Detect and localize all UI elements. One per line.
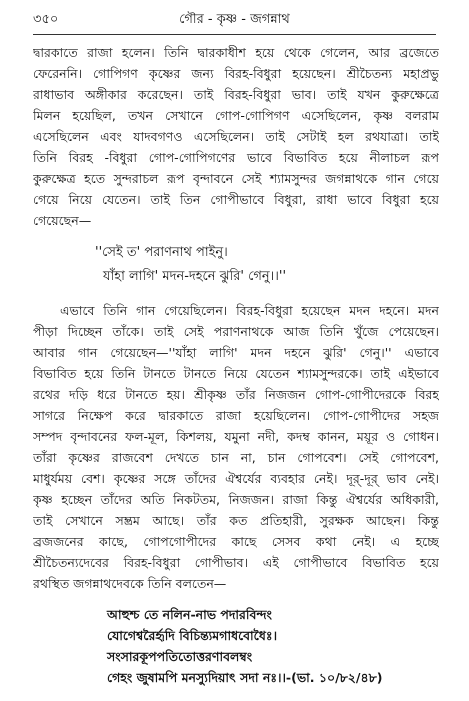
sanskrit-verse-line: আহুশ্চ তে নলিন-নাভ পদারবিন্দং (107, 607, 272, 622)
paragraph-2-line: সাগরে নিক্ষেপ করে দ্বারকাতে রাজা হয়েছিলেন। গোপ-গোপীদের সহজ (33, 408, 439, 423)
paragraph-2-line: আবার গান গেয়েছেন—''যাঁহা লাগি' মদন দহনে ঝুরি' গেনু।'' এভাবে (33, 345, 439, 360)
paragraph-2-line: মাধুর্যময় বেশ। কৃষ্ণের সঙ্গে তাঁদের ঐশ্বর্যের ব্যবহার নেই। দূর্-দূর্ ভাব নেই। (33, 471, 439, 486)
paragraph-2-line: তাই সেখানে সম্ভ্রম আছে। তাঁর কত প্রতিহারী, সুরক্ষক আছেন। কিন্তু (33, 513, 439, 528)
paragraph-2-line: সম্পদ বৃন্দাবনের ফল-মূল, কিশলয়, যমুনা নদী, কদম্ব কানন, ময়ূর ও গোধন। (33, 429, 439, 444)
running-title: গৌর - কৃষ্ণ - জগন্নাথ (179, 12, 290, 27)
paragraph-1-line: ফেরেননি। গোপিগণ কৃষ্ণের জন্য বিরহ-বিধুরা হয়েছেন। শ্রীচৈতন্য মহাপ্রভু (33, 66, 439, 81)
paragraph-2-line: বিভাবিত হয়ে তিনি টানতে টানতে নিয়ে যেতেন শ্যামসুন্দরকে। তাই এইভাবে (33, 366, 439, 381)
sanskrit-verse-line: সংসারকূপপতিতোত্তরণাবলম্বং (107, 649, 253, 664)
sanskrit-verse-line: গেহং জুষামপি মনস্যুদিয়াৎ সদা নঃ।।-(ভা. ১০/৮২/৪৮) (107, 670, 383, 685)
paragraph-1-line: গেয়েছেন— (33, 213, 92, 228)
paragraph-2-line: রথের দড়ি ধরে টানতে হয়। শ্রীকৃষ্ণ তাঁর নিজজন গোপ-গোপীদেরকে বিরহ (33, 387, 439, 402)
paragraph-2-line: ব্রজজনের কাছে, গোপগোপীদের কাছে সেসব কথা নেই। এ হচ্ছে (33, 534, 439, 549)
page-number: ৩৫০ (33, 12, 59, 27)
paragraph-1-line: দ্বারকাতে রাজা হলেন। তিনি দ্বারকাধীশ হয়ে থেকে গেলেন, আর ব্রজেতে (33, 45, 439, 60)
paragraph-1-line: এসেছিলেন এবং যাদবগণও এসেছিলেন। তাই সেটাই হল রথযাত্রা। তাই (33, 129, 439, 144)
paragraph-2-line: রথস্থিত জগন্নাথদেবকে তিনি বলতেন— (33, 576, 227, 591)
paragraph-1-line: গেয়ে নিয়ে যেতেন। তাই তিন গোপীভাবে বিধুরা, রাধা ভাবে বিধুরা হয়ে (33, 192, 439, 207)
verse-line: ''সেই ত' পরাণনাথ পাইনু। (95, 245, 228, 260)
paragraph-1-line: রাধাভাব অঙ্গীকার করেছেন। তাই বিরহ-বিধুরা ভাব। তাই যখন কুরুক্ষেত্রে (33, 87, 439, 102)
paragraph-2-line: শ্রীচৈতন্যদেবের বিরহ-বিধুরা গোপীভাব। এই গোপীভাবে বিভাবিত হয়ে (33, 555, 439, 570)
paragraph-1-line: কুরুক্ষেত্র হতে সুন্দরাচল রূপ বৃন্দাবনে সেই শ্যামসুন্দর জগন্নাথকে গান গেয়ে (33, 171, 439, 186)
sanskrit-verse-line: যোগেশ্বরৈর্হৃদি বিচিন্ত্যমগাধবোধৈঃ। (107, 628, 278, 643)
paragraph-1-line: মিলন হয়েছিল, তখন সেখানে গোপ-গোপিগণ এসেছিলেন, কৃষ্ণ বলরাম (33, 108, 439, 123)
header-rule (33, 34, 436, 35)
paragraph-2-line: পীড়া দিচ্ছেন তাঁকে। তাই সেই পরাণনাথকে আজ তিনি খুঁজে পেয়েছেন। (33, 324, 439, 339)
paragraph-2-line: তাঁরা কৃষ্ণের রাজবেশ দেখতে চান না, চান গোপবেশ। সেই গোপবেশ, (33, 450, 439, 465)
verse-line: যাঁহা লাগি' মদন-দহনে ঝুরি' গেনু।।'' (103, 269, 287, 284)
paragraph-2-line: এভাবে তিনি গান গেয়েছিলেন। বিরহ-বিধুরা হয়েছেন মদন দহনে। মদন (60, 303, 439, 318)
paragraph-1-line: তিনি বিরহ -বিধুরা গোপ-গোপিগণের ভাবে বিভাবিত হয়ে নীলাচল রূপ (33, 150, 439, 165)
paragraph-2-line: কৃষ্ণ হচ্ছেন তাঁদের অতি নিকটতম, নিজজন। রাজা কিন্তু ঐশ্বর্যের অধিকারী, (33, 492, 439, 507)
